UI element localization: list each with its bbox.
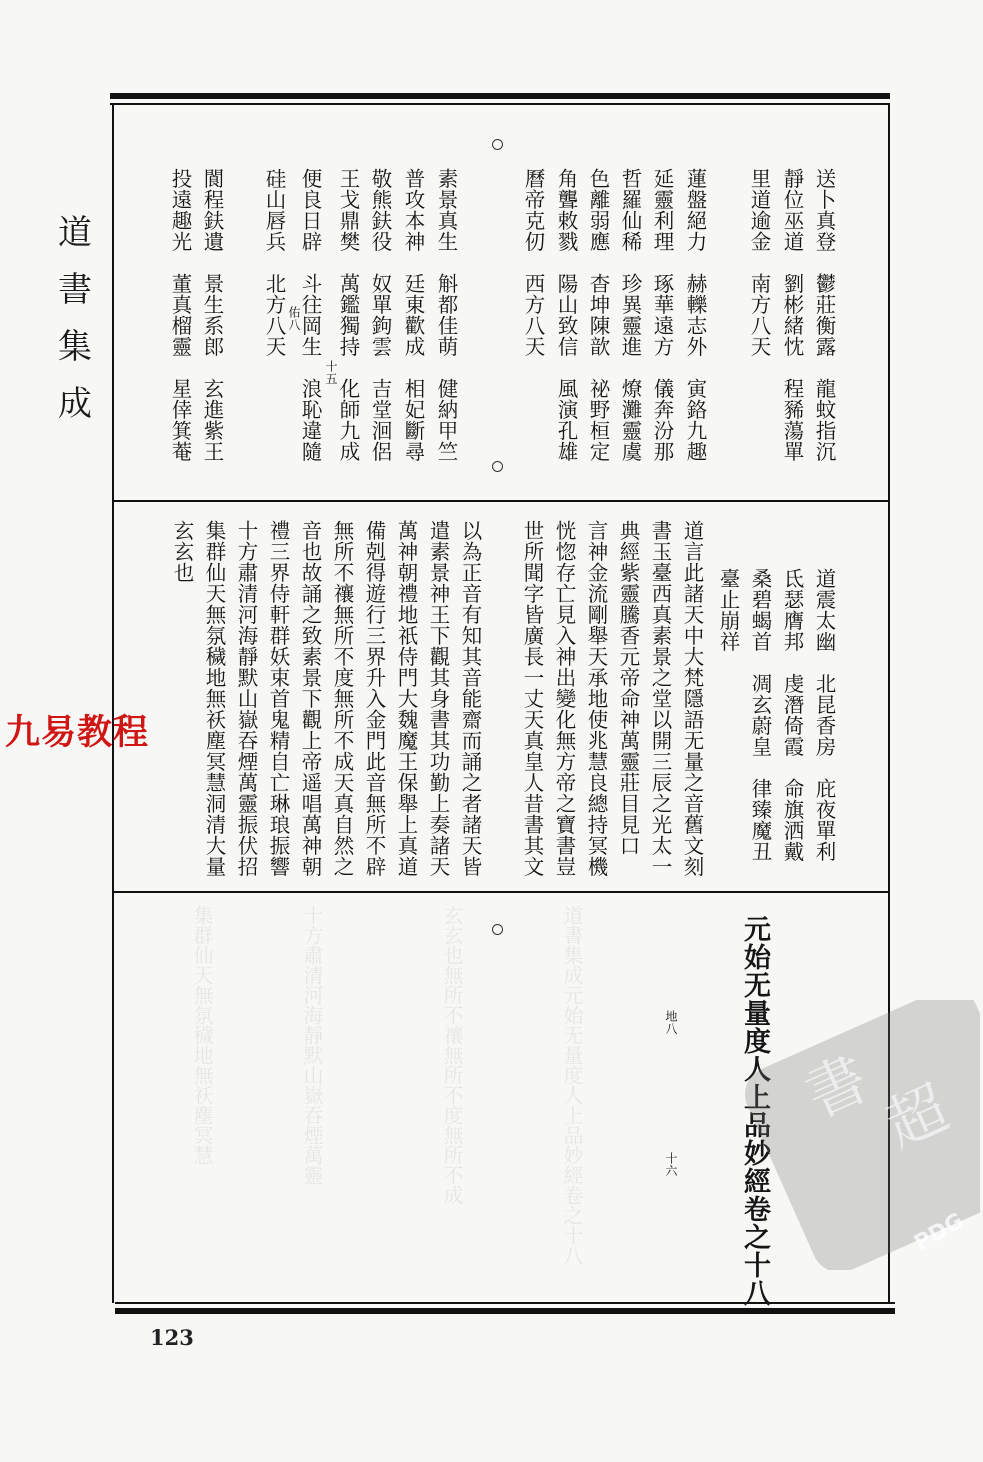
text-column: 角聾敕戮 陽山致信 風演孔雄 xyxy=(554,168,578,462)
text-column: 恍惚存亡見入神出變化無方帝之寶書豈 xyxy=(552,520,576,877)
text-column: 投遠趣光 董真榴靈 星倖箕菴 xyxy=(168,168,192,462)
library-seal-stamp: 書 超 PDG xyxy=(745,1000,980,1270)
text-column: 世所聞字皆廣長一丈天真皇人昔書其文 xyxy=(520,520,544,877)
text-column: 硅山唇兵 北方八天 xyxy=(262,168,286,357)
bleed-through-text: 集群仙天無氛穢地無祅塵冥慧 xyxy=(190,905,214,1165)
small-note: 佑八 xyxy=(287,306,301,331)
text-column: 普攻本神 廷東歡成 相妃斷尋 xyxy=(401,168,425,462)
section-divider-upper xyxy=(112,500,890,502)
text-column: 送卜真登 鬱莊衡露 龍蚊指沉 xyxy=(812,168,836,462)
top-thick-rule xyxy=(110,93,890,99)
binding-hole xyxy=(492,924,503,935)
text-column: 備剋得遊行三界升入金門此音無所不辟 xyxy=(362,520,386,877)
text-column: 便良日辟 斗往岡生 浪恥違隨 xyxy=(298,168,322,462)
text-column: 里道逾金 南方八天 xyxy=(747,168,771,357)
bleed-through-text: 玄玄也無所不禳無所不度無所不成 xyxy=(440,905,464,1205)
text-column: 遣素景神王下觀其身書其功勤上奏諸天 xyxy=(426,520,450,877)
text-column: 禮三界侍軒群妖束首鬼精自亡琳琅振響 xyxy=(266,520,290,877)
title-char: 成 xyxy=(58,384,92,424)
text-column: 延靈利理 琢華遠方 儀奔汾那 xyxy=(650,168,674,462)
folio-note-top: 地八 xyxy=(664,1010,678,1035)
seal-label: PDG xyxy=(909,1208,968,1257)
watermark-text: 九易教程 xyxy=(5,713,150,753)
text-column: 言神金流剛舉天承地使兆慧良總持冥機 xyxy=(584,520,608,877)
text-column: 靜位巫道 劉彬緒忱 程豨蕩單 xyxy=(780,168,804,462)
title-char: 道 xyxy=(58,213,92,253)
top-thin-rule xyxy=(110,103,890,105)
text-column: 素景真生 斛都佳萌 健納甲竺 xyxy=(434,168,458,462)
text-column: 道震太幽 北昆香房 庇夜單利 xyxy=(812,568,836,862)
text-column: 道言此諸天中大梵隱語无量之音舊文刻 xyxy=(680,520,704,877)
text-column: 十方肅清河海靜默山嶽吞煙萬靈振伏招 xyxy=(234,520,258,877)
text-column: 無所不禳無所不度無所不成天真自然之 xyxy=(330,520,354,877)
small-note: 十五 xyxy=(324,360,338,385)
text-column: 以為正音有知其音能齋而誦之者諸天皆 xyxy=(458,520,482,877)
binding-hole xyxy=(492,461,503,472)
text-column: 萬神朝禮地祇侍門大魏魔王保舉上真道 xyxy=(394,520,418,877)
text-column: 音也故誦之致素景下觀上帝遥唱萬神朝 xyxy=(298,520,322,877)
title-char: 集 xyxy=(58,327,92,367)
text-column: 桑碧蝎首 凋玄蔚皇 律臻魔丑 xyxy=(748,568,772,862)
text-column: 曆帝克仞 西方八天 xyxy=(521,168,545,357)
bottom-thin-rule xyxy=(115,1302,895,1304)
text-column: 王戈鼎樊 萬鑑獨持 化師九成 xyxy=(336,168,360,462)
left-frame-line xyxy=(112,103,114,1303)
text-column: 臺止崩祥 xyxy=(716,568,740,652)
bottom-thick-rule xyxy=(115,1308,895,1314)
text-column: 集群仙天無氛穢地無祅塵冥慧洞清大量 xyxy=(202,520,226,877)
binding-hole xyxy=(492,139,503,150)
text-column: 閬程鈇遺 景生系郎 玄進紫王 xyxy=(200,168,224,462)
book-title-vertical xyxy=(50,205,100,433)
scroll-title: 元始无量度人上品妙經卷之十八 xyxy=(739,915,770,1307)
title-char: 書 xyxy=(58,270,92,310)
bleed-through-text: 十方肅清河海靜默山嶽吞煙萬靈 xyxy=(300,905,324,1185)
text-column: 典經紫靈騰香元帝命神萬靈莊目見口 xyxy=(616,520,640,856)
text-column: 色離弱應 杳坤陳歆 祕野桓定 xyxy=(586,168,610,462)
text-column: 書玉臺西真素景之堂以開三辰之光太一 xyxy=(648,520,672,877)
text-column: 蓮盤絕力 赫轢志外 寅鉻九趣 xyxy=(683,168,707,462)
folio-note-bottom: 十六 xyxy=(664,1152,678,1177)
page-number: 123 xyxy=(150,1325,194,1350)
text-column: 氐瑟膺邦 虔潛倚霞 命旗洒戴 xyxy=(780,568,804,862)
text-column: 敬熊鈇役 奴單鉤雲 吉堂洄侶 xyxy=(368,168,392,462)
bleed-through-text: 道書集成元始无量度人上品妙經卷之十八 xyxy=(560,905,584,1265)
section-divider-lower xyxy=(112,891,890,893)
text-column: 哲羅仙稀 珍異靈進 燎灘靈虞 xyxy=(618,168,642,462)
text-column: 玄玄也 xyxy=(170,520,194,583)
